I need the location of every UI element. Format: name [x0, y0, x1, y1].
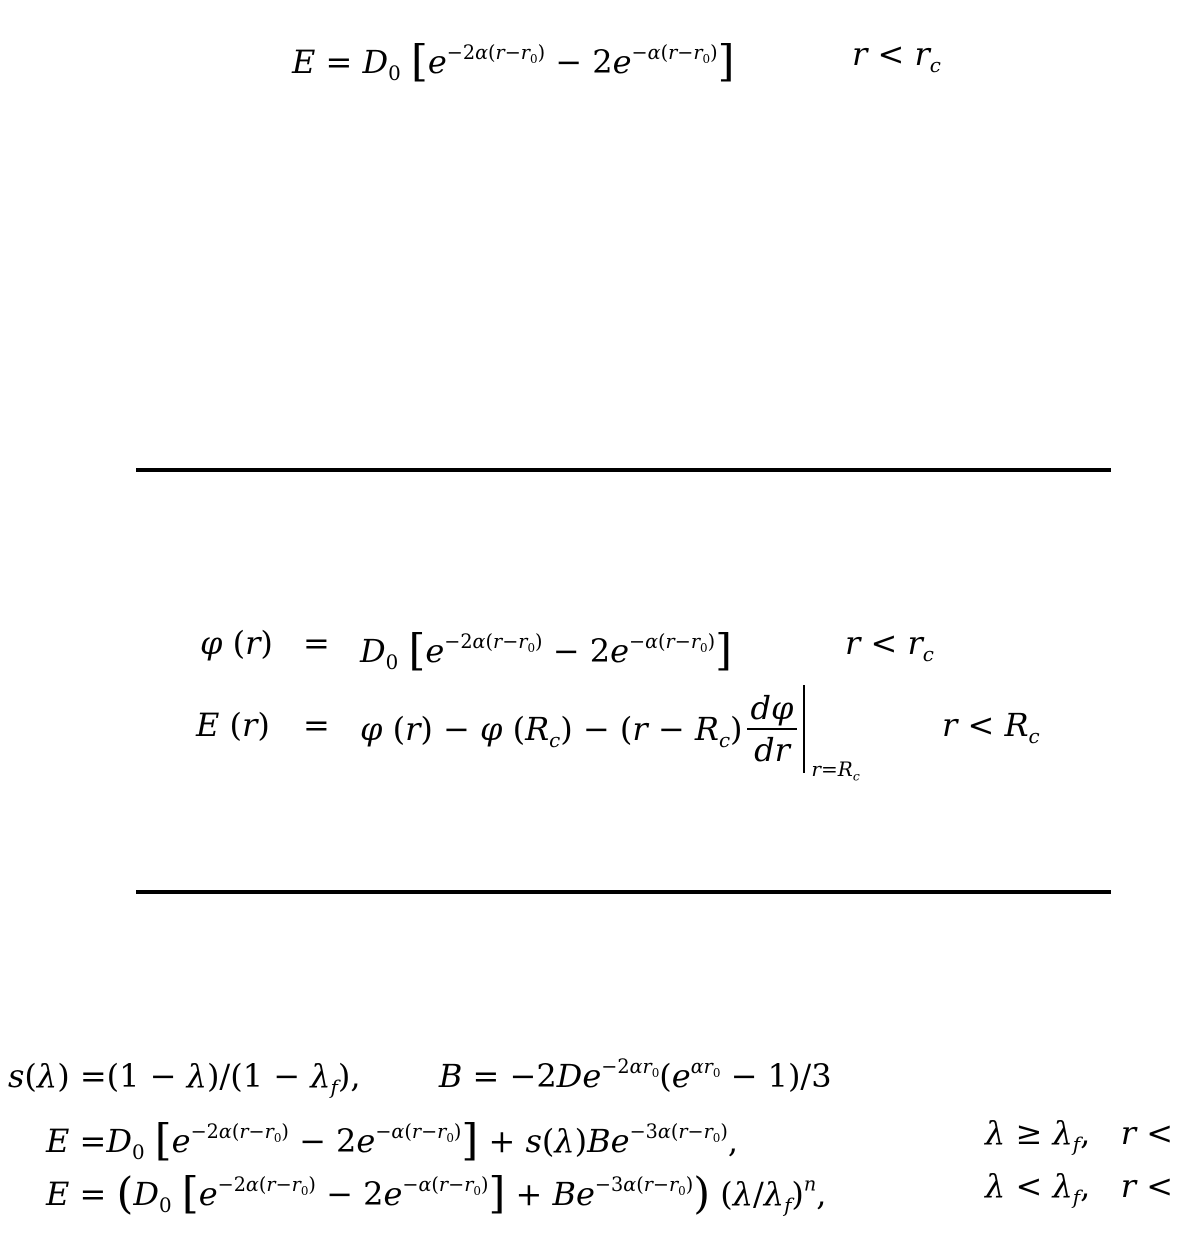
- divider-top: [136, 468, 1111, 472]
- equation-morse-simple: $E = D_0$ $[e^{-2\alpha(r-r_0)} - 2e^{-\alpha(r-r_0)}]$: [292, 37, 735, 87]
- equation-row-E-lhs: E (r): [196, 706, 270, 744]
- equation-soft-s-lambda: $s(\lambda) =(1 - \lambda)/(1 - \lambda_f)$, $B = -2De^{-2\alpha r_0}(e^{\alpha r_0} - 1)/3$: [8, 1054, 832, 1099]
- equation-row-phi-condition: $r < r_c$: [845, 624, 934, 666]
- equation-row-E-condition: $r < R_c$: [942, 706, 1040, 748]
- equation-soft-row3: $E = (D_0$ $[e^{-2\alpha(r-r_0)} - 2e^{-\alpha(r-r_0)}] + Be^{-3\alpha(r-r_0)}$) $(\lambda/\lambda_f)^n$,: [46, 1169, 827, 1219]
- evaluation-bar: $r=R_c$: [803, 685, 805, 773]
- equation-row-E-rhs: φ (r) − φ $(R_c) - (r - R_c)$ $\frac{d\varphi}{dr}$ $r=R_c$: [360, 684, 805, 774]
- equation-morse-simple-condition: $r < r_c$: [852, 35, 941, 77]
- equation-soft-row3-condition: $\lambda < \lambda_f$, r <: [985, 1167, 1174, 1209]
- equation-row-phi-eq: =: [303, 624, 330, 662]
- divider-bottom: [136, 890, 1111, 894]
- equation-soft-row2: $E =D_0$ $[e^{-2\alpha(r-r_0)} - 2e^{-\alpha(r-r_0)}] + s(\lambda)Be^{-3\alpha(r-r_0)}$,: [46, 1116, 739, 1166]
- equation-soft-row2-condition: $\lambda \ge \lambda_f$, r <: [985, 1114, 1174, 1156]
- derivative-fraction: $\frac{d\varphi}{dr}$: [747, 692, 798, 766]
- equation-row-phi-rhs: $D_0$ $[e^{-2\alpha(r-r_0)} - 2e^{-\alpha(r-r_0)}]$: [360, 626, 732, 676]
- equation-row-E-eq: =: [303, 706, 330, 744]
- equation-row-phi-lhs: φ (r): [200, 624, 273, 662]
